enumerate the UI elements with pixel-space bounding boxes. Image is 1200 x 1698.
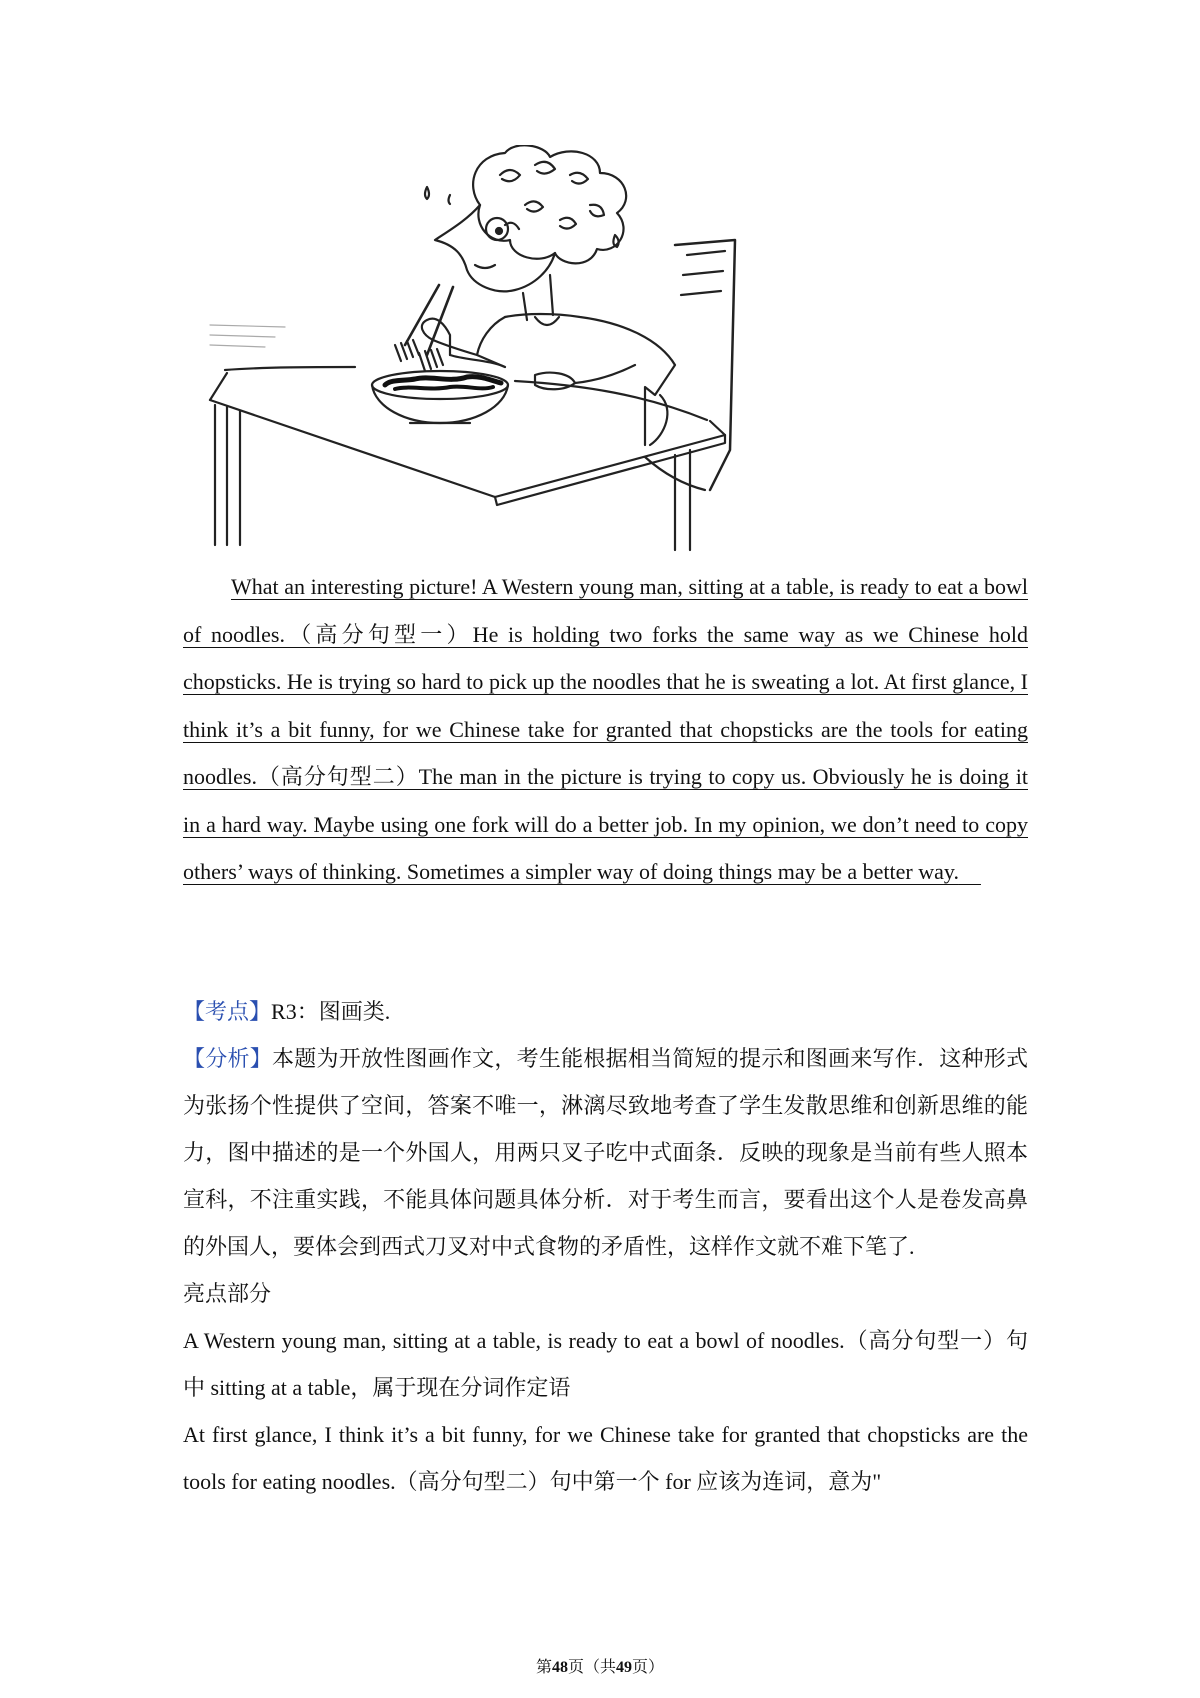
page-footer: [0, 1654, 1200, 1677]
fenxi-text: 本题为开放性图画作文，考生能根据相当简短的提示和图画来写作．这种形式为张扬个性提供了空间，答案不唯一，淋漓尽致地考查了学生发散思维和创新思维的能力，图中描述的是一个外国人，用两只叉子吃中式面条．反映的现象是当前有些人照本宣科，不注重实践，不能具体问题具体分析．对于考生而言，要看出这个人是卷发高鼻的外国人，要体会到西式刀叉对中式食物的矛盾性，这样作文就不难下笔了.: [183, 1046, 1028, 1259]
footer-page-number: 48: [551, 1659, 568, 1676]
cartoon-illustration: [205, 145, 795, 555]
footer-total-pages: 49: [616, 1659, 632, 1676]
kaodian-tag: 【考点】: [183, 999, 272, 1024]
analysis-section: [183, 988, 1028, 1505]
essay-text: What an interesting picture! A Western young man, sitting at a table, is ready to eat a bowl of noodles.（高分句型一）He is holding two forks the same way as we Chinese hold chopsticks. He is trying so hard to pick up the noodles that he is sweating a lot. At first glance, I think it’s a bit funny, for we Chinese take for granted that chopsticks are the tools for eating noodles.（高分句型二）The man in the picture is trying to copy us. Obviously he is doing it in a hard way. Maybe using one fork will do a better job. In my opinion, we don’t need to copy others’ ways of thinking. Sometimes a simpler way of doing things may be a better way.: [183, 574, 1028, 884]
footer-prefix: 第: [535, 1659, 552, 1676]
footer-mid: 页（共: [567, 1659, 616, 1676]
highlight-item-2: At first glance, I think it’s a bit funny, for we Chinese take for granted that chopsticks are the tools for eating noodles.（高分句型二）句中第一个 for 应该为连词，意为": [183, 1422, 1028, 1494]
model-essay: [183, 563, 1028, 896]
highlight-item-1: A Western young man, sitting at a table, is ready to eat a bowl of noodles.（高分句型一）句中 sitting at a table，属于现在分词作定语: [183, 1328, 1028, 1400]
kaodian-line: [183, 988, 1028, 1035]
fenxi-paragraph: [183, 1035, 1028, 1270]
highlights-heading: 亮点部分: [183, 1281, 272, 1306]
footer-suffix: 页）: [632, 1659, 665, 1676]
fenxi-tag: 【分析】: [183, 1046, 272, 1071]
kaodian-text: R3：图画类.: [271, 999, 391, 1024]
